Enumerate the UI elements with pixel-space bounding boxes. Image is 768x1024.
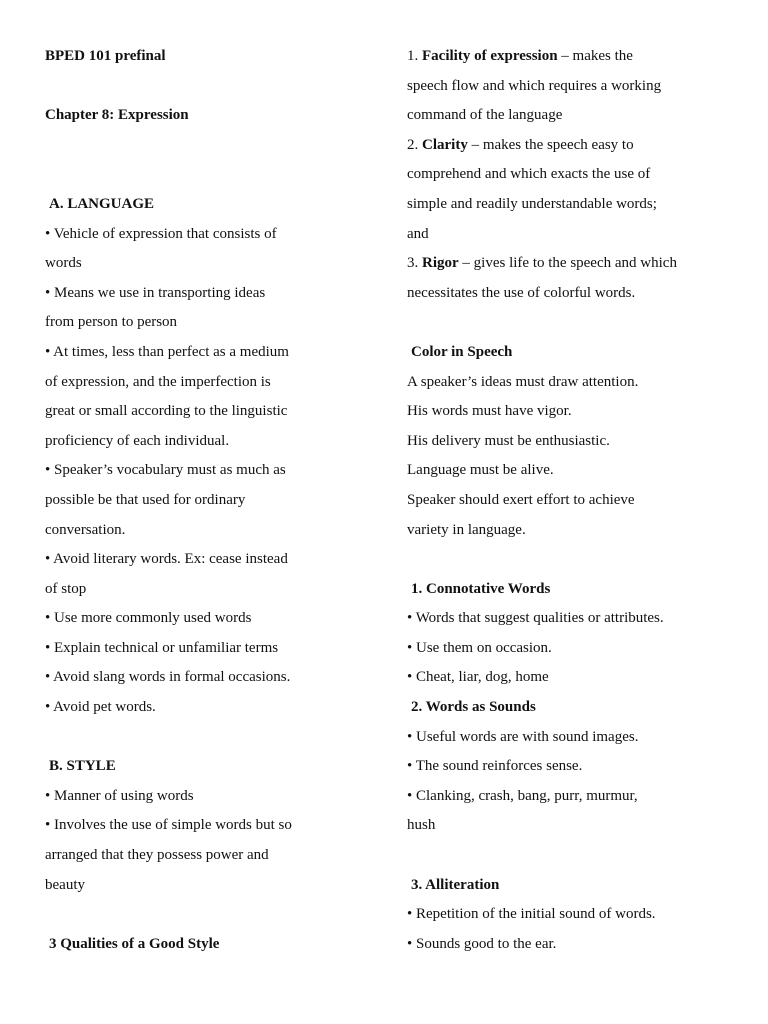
text-line: • Vehicle of expression that consists of bbox=[45, 225, 277, 242]
text-line: • Explain technical or unfamiliar terms bbox=[45, 639, 279, 656]
section-heading-alliteration: 3. Alliteration bbox=[411, 876, 500, 893]
text-line: • Involves the use of simple words but so bbox=[45, 817, 292, 834]
text-line: • Speaker’s vocabulary must as much as bbox=[45, 462, 286, 479]
text-line: proficiency of each individual. bbox=[45, 432, 230, 449]
spacer bbox=[407, 308, 707, 338]
text-line: • Avoid pet words. bbox=[45, 699, 156, 716]
text-line: • Use them on occasion. bbox=[407, 639, 552, 656]
text-line: conversation. bbox=[45, 521, 126, 538]
spacer bbox=[407, 545, 707, 575]
text-line: • At times, less than perfect as a medium bbox=[45, 343, 289, 360]
alliteration-list bbox=[407, 900, 707, 959]
section-heading-qualities: 3 Qualities of a Good Style bbox=[49, 935, 220, 952]
text-line: comprehend and which exacts the use of bbox=[407, 166, 651, 183]
text-line: words bbox=[45, 255, 82, 272]
right-column bbox=[407, 42, 707, 959]
quality-item-2 bbox=[407, 131, 707, 161]
quality-number: 3. bbox=[407, 255, 422, 272]
text-line: His delivery must be enthusiastic. bbox=[407, 432, 610, 449]
text-line: variety in language. bbox=[407, 521, 526, 538]
quality-number: 1. bbox=[407, 48, 422, 64]
text-line: simple and readily understandable words; bbox=[407, 195, 657, 212]
section-heading-style: B. STYLE bbox=[49, 758, 116, 775]
text-line: • The sound reinforces sense. bbox=[407, 758, 583, 775]
text-line: great or small according to the linguistic bbox=[45, 403, 288, 420]
text-line: beauty bbox=[45, 876, 85, 893]
text-line: A speaker’s ideas must draw attention. bbox=[407, 373, 639, 390]
style-list bbox=[45, 782, 345, 900]
text-line: arranged that they possess power and bbox=[45, 847, 269, 864]
text-line: from person to person bbox=[45, 314, 178, 331]
text-line: command of the language bbox=[407, 107, 563, 124]
quality-term: Rigor bbox=[422, 255, 459, 272]
spacer bbox=[407, 841, 707, 871]
text-line: speech flow and which requires a working bbox=[407, 77, 662, 94]
text-line: • Means we use in transporting ideas bbox=[45, 284, 266, 301]
left-column bbox=[45, 42, 345, 959]
text-line: of expression, and the imperfection is bbox=[45, 373, 271, 390]
quality-item-3 bbox=[407, 249, 707, 279]
quality-description: – makes the bbox=[557, 48, 633, 64]
section-heading-color: Color in Speech bbox=[411, 343, 513, 360]
quality-3-continuation bbox=[407, 279, 707, 309]
spacer bbox=[45, 900, 345, 930]
text-line: • Sounds good to the ear. bbox=[407, 935, 557, 952]
quality-description: – makes the speech easy to bbox=[467, 136, 634, 153]
text-line: • Manner of using words bbox=[45, 787, 194, 804]
quality-1-continuation bbox=[407, 72, 707, 131]
text-line: • Words that suggest qualities or attributes. bbox=[407, 610, 664, 627]
connotative-list bbox=[407, 604, 707, 693]
text-line: possible be that used for ordinary bbox=[45, 491, 246, 508]
document-title: BPED 101 prefinal bbox=[45, 48, 166, 64]
text-line: • Avoid slang words in formal occasions. bbox=[45, 669, 291, 686]
text-line: • Avoid literary words. Ex: cease instead bbox=[45, 551, 288, 568]
spacer bbox=[45, 131, 345, 190]
text-line: • Clanking, crash, bang, purr, murmur, bbox=[407, 787, 638, 804]
sounds-list bbox=[407, 723, 707, 841]
text-line: and bbox=[407, 225, 429, 242]
section-heading-connotative: 1. Connotative Words bbox=[411, 580, 551, 597]
spacer bbox=[45, 72, 345, 102]
quality-2-continuation bbox=[407, 160, 707, 249]
text-line: His words must have vigor. bbox=[407, 403, 572, 420]
spacer bbox=[45, 723, 345, 753]
chapter-heading: Chapter 8: Expression bbox=[45, 107, 189, 124]
text-line: • Cheat, liar, dog, home bbox=[407, 669, 549, 686]
quality-term: Clarity bbox=[422, 136, 468, 153]
text-line: • Useful words are with sound images. bbox=[407, 728, 639, 745]
text-line: necessitates the use of colorful words. bbox=[407, 284, 636, 301]
quality-term: Facility of expression bbox=[422, 48, 558, 64]
text-line: • Use more commonly used words bbox=[45, 610, 252, 627]
text-line: Speaker should exert effort to achieve bbox=[407, 491, 635, 508]
text-line: Language must be alive. bbox=[407, 462, 554, 479]
text-line: hush bbox=[407, 817, 436, 834]
quality-number: 2. bbox=[407, 136, 422, 153]
quality-description: – gives life to the speech and which bbox=[458, 255, 677, 272]
color-list bbox=[407, 368, 707, 546]
section-heading-sounds: 2. Words as Sounds bbox=[411, 699, 536, 716]
quality-item-1 bbox=[407, 42, 707, 72]
section-heading-language: A. LANGUAGE bbox=[49, 195, 155, 212]
language-list bbox=[45, 220, 345, 723]
text-line: • Repetition of the initial sound of words. bbox=[407, 906, 656, 923]
text-line: of stop bbox=[45, 580, 87, 597]
